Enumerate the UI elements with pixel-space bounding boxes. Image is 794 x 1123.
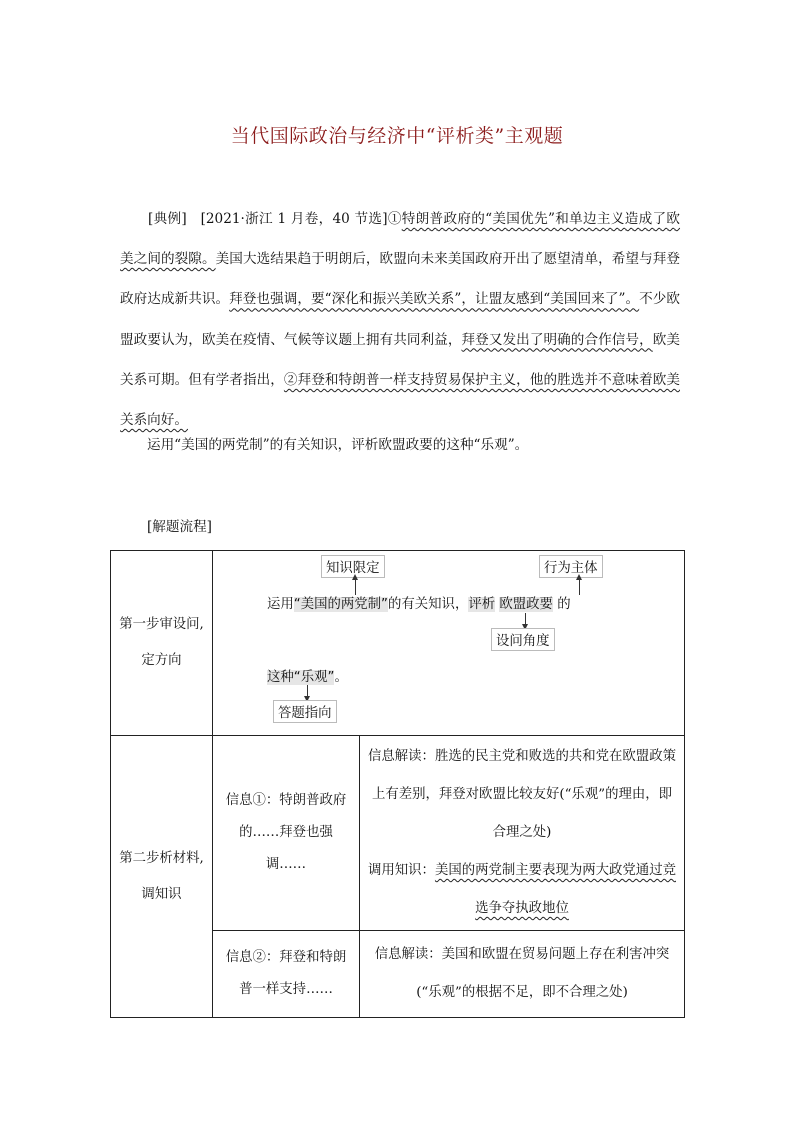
table-row-step1: [111, 551, 685, 736]
step1-label-cell: [111, 551, 213, 736]
info1-knowledge: [366, 852, 678, 928]
step2-label-line2: 调知识: [141, 886, 182, 902]
arrow-down-icon: [307, 685, 308, 697]
highlight-eu-officials: 欧盟政要: [499, 597, 553, 612]
sentence-mid: 的有关知识，: [388, 597, 469, 612]
example-text-2: 美国大选结果趋于明朗后，欧盟向未来美国政府开出了愿望清单，希望与拜登政府达成新共识。: [120, 251, 681, 308]
tag-question-angle: 设问角度: [491, 628, 555, 651]
question-text: 运用“美国的两党制”的有关知识，评析欧盟政要的这种“乐观”。: [147, 437, 529, 453]
underlined-text-1: 特朗普政府的“美国优先”和单边主义造成了欧美之间的裂隙。: [120, 211, 681, 268]
sentence-post: 的: [552, 597, 571, 612]
example-source: [2021·浙江 1 月卷，40 节选]: [200, 211, 388, 227]
sentence2-post: 。: [334, 670, 348, 685]
underlined-text-2: 拜登也强调，要“深化和振兴美欧关系”，让盟友感到“美国回来了”。: [229, 291, 640, 308]
example-marker-1: ①: [387, 211, 402, 227]
tag-actor: 行为主体: [539, 555, 603, 578]
highlight-two-party: “美国的两党制”: [293, 597, 388, 612]
step1-label-line2: 定方向: [141, 653, 182, 668]
page-title: 当代国际政治与经济中“评析类”主观题: [230, 125, 564, 147]
tag-knowledge-scope: 知识限定: [321, 555, 385, 578]
question-sentence-1: [267, 593, 571, 612]
step1-diagram: [213, 551, 684, 735]
arrow-up-icon: [579, 579, 580, 595]
example-text-4: 欧美关系可期。但有学者指出，: [120, 331, 681, 388]
arrow-down-icon: [525, 613, 526, 625]
info1-interpretation: 信息解读：胜选的民主党和败选的共和党在欧盟政策上有差别，拜登对欧盟比较友好(“乐观”的理由，即合理之处): [368, 749, 676, 840]
info1-label-cell: 信息①：特朗普政府的……拜登也强调……: [213, 736, 360, 931]
solution-flow-table: [110, 550, 685, 1018]
info2-detail-cell: 信息解读：美国和欧盟在贸易问题上存在利害冲突(“乐观”的根据不足，即不合理之处): [360, 931, 685, 1018]
underlined-text-3: 拜登又发出了明确的合作信号，: [461, 331, 653, 348]
example-prefix: [典例]: [148, 211, 187, 227]
info1-detail-cell: [360, 736, 685, 931]
example-text-3: 不少欧盟政要认为，欧美在疫情、气候等议题上拥有共同利益，: [120, 291, 681, 348]
info2-label-cell: 信息②：拜登和特朗普一样支持……: [213, 931, 360, 1018]
step1-label-line1: 第一步审设问,: [119, 617, 204, 632]
step2-label-cell: [111, 736, 213, 1018]
highlight-evaluate: 评析: [468, 597, 496, 612]
example-paragraph: [120, 199, 680, 440]
question-sentence-2: [267, 666, 348, 685]
tag-answer-direction: 答题指向: [273, 700, 337, 723]
step2-label-line1: 第二步析材料,: [119, 850, 204, 866]
underlined-text-4: ②拜登和特朗普一样支持贸易保护主义，他的胜选并不意味着欧美关系向好。: [120, 371, 680, 429]
table-row-step2-info1: [111, 736, 685, 931]
info1-knowledge-prefix: 调用知识：: [368, 863, 435, 878]
step1-diagram-cell: [213, 551, 685, 736]
sentence-pre: 运用: [267, 597, 294, 612]
highlight-optimism: 这种“乐观”: [267, 670, 335, 685]
info1-knowledge-text: 美国的两党制主要表现为两大政党通过竞选争夺执政地位: [434, 863, 676, 916]
section-label: [解题流程]: [147, 519, 212, 535]
